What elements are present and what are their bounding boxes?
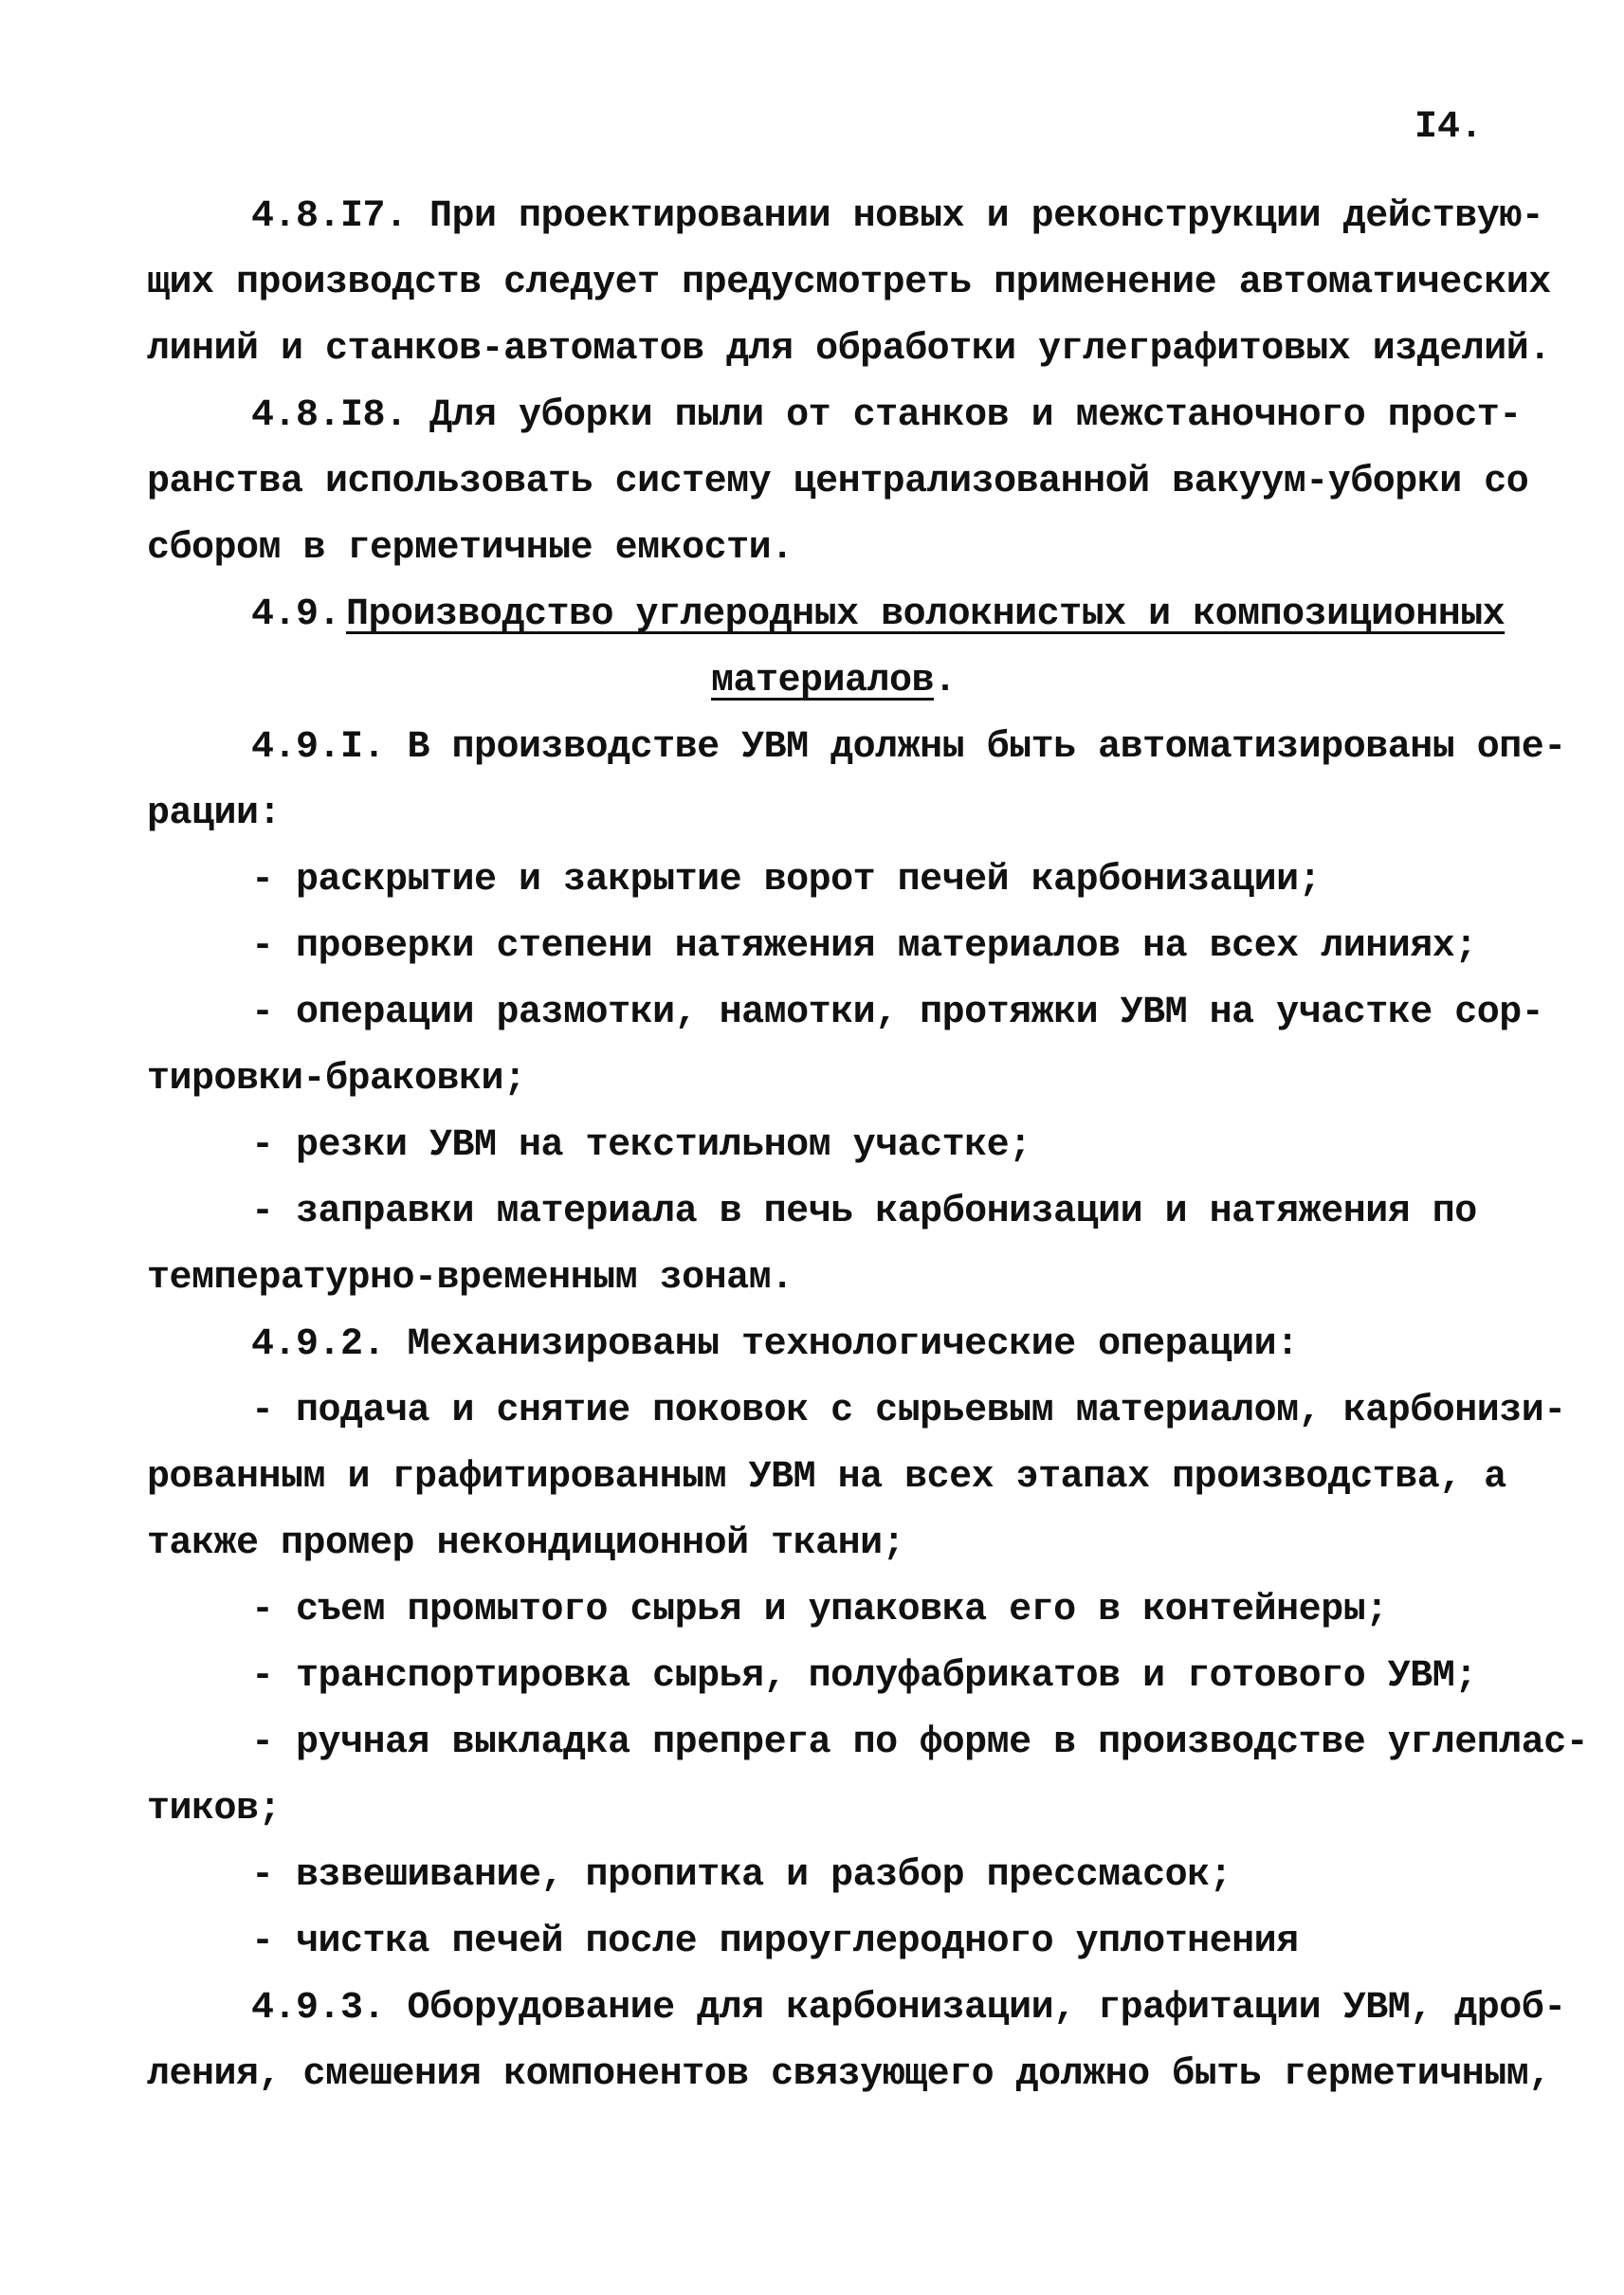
- text-line: сбором в герметичные емкости.: [147, 527, 794, 570]
- list-item-continuation: тиков;: [147, 1788, 282, 1831]
- section-heading: Производство углеродных волокнистых и композиционных: [346, 593, 1505, 636]
- list-item: - съем промытого сырья и упаковка его в контейнеры;: [251, 1589, 1388, 1631]
- list-item-continuation: также промер некондиционной ткани;: [147, 1522, 905, 1565]
- list-item: - заправки материала в печь карбонизации и натяжения по: [251, 1191, 1477, 1233]
- text-line: 4.8.I7. При проектировании новых и реконструкции действую-: [251, 195, 1544, 238]
- list-item: - подача и снятие поковок с сырьевым материалом, карбонизи-: [251, 1390, 1566, 1432]
- list-item-continuation: тировки-браковки;: [147, 1058, 526, 1101]
- list-item: - транспортировка сырья, полуфабрикатов и готового УВМ;: [251, 1655, 1477, 1698]
- text-line: 4.8.I8. Для уборки пыли от станков и межстаночного прост-: [251, 394, 1522, 437]
- text-line: 4.9.3. Оборудование для карбонизации, графитации УВМ, дроб-: [251, 1987, 1566, 2030]
- section-heading-period: .: [934, 660, 957, 702]
- text-line: рации:: [147, 792, 282, 835]
- text-line: ления, смешения компонентов связующего должно быть герметичным,: [147, 2053, 1551, 2096]
- list-item: - взвешивание, пропитка и разбор прессмасок;: [251, 1854, 1232, 1897]
- page-number: I4.: [1414, 106, 1484, 149]
- list-item-continuation: температурно-временным зонам.: [147, 1257, 794, 1300]
- list-item: - раскрытие и закрытие ворот печей карбонизации;: [251, 859, 1322, 902]
- section-number: 4.9.: [251, 593, 341, 636]
- list-item-continuation: рованным и графитированным УВМ на всех этапах производства, а: [147, 1456, 1506, 1499]
- text-line: 4.9.2. Механизированы технологические операции:: [251, 1323, 1299, 1366]
- list-item: - ручная выкладка препрега по форме в производстве углеплас-: [251, 1721, 1589, 1764]
- text-line: ранства использовать систему централизованной вакуум-уборки со: [147, 461, 1529, 503]
- list-item: - проверки степени натяжения материалов на всех линиях;: [251, 925, 1477, 968]
- list-item: - резки УВМ на текстильном участке;: [251, 1124, 1031, 1167]
- list-item: - чистка печей после пироуглеродного уплотнения: [251, 1921, 1299, 1963]
- text-line: щих производств следует предусмотреть применение автоматических: [147, 262, 1551, 304]
- section-heading-continuation: материалов: [711, 660, 935, 702]
- list-item: - операции размотки, намотки, протяжки УВМ на участке сор-: [251, 992, 1544, 1034]
- text-line: линий и станков-автоматов для обработки углеграфитовых изделий.: [147, 328, 1551, 371]
- text-line: 4.9.I. В производстве УВМ должны быть автоматизированы опе-: [251, 726, 1566, 769]
- section-heading-line-2: [711, 660, 957, 702]
